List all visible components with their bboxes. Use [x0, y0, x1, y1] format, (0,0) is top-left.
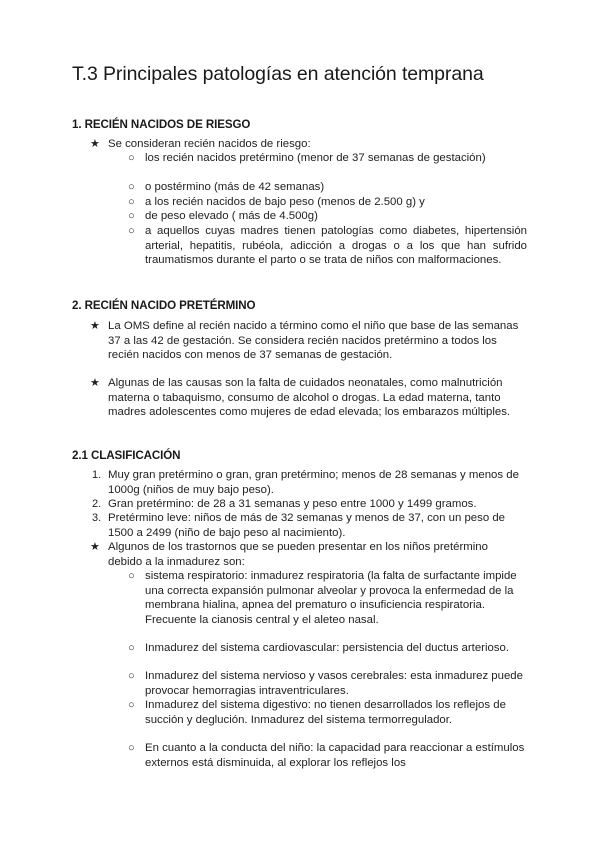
circle-bullet: ○	[128, 742, 135, 754]
star-bullet: ★	[90, 320, 100, 332]
section-heading-2-1: 2.1 CLASIFICACIÓN	[72, 449, 181, 462]
circle-bullet: ○	[128, 181, 135, 193]
list-number-2: 2.	[92, 498, 102, 510]
numbered-item: Muy gran pretérmino o gran, gran pretérmino; menos de 28 semanas y menos de 1000g (niños de muy bajo peso).	[108, 469, 519, 496]
s1-item: los recién nacidos pretérmino (menor de 37 semanas de gestación)	[145, 152, 486, 164]
sub-item: sistema respiratorio: inmadurez respiratoria (la falta de surfactante impide una correcta expansión pulmonar alveolar y provoca la enfermedad de la membrana hialina, apnea del prematuro o insuficiencia respiratoria. Frecuente la cianosis central y el aleteo nasal.	[145, 570, 517, 626]
list-number-1: 1.	[92, 469, 102, 481]
s2-paragraph-2: Algunas de las causas son la falta de cuidados neonatales, como malnutrición materna o tabaquismo, consumo de alcohol o drogas. La edad materna, tanto madres adolescentes como mujeres de edad elevada; los embarazos múltiples.	[108, 377, 511, 418]
sub-item: Inmadurez del sistema digestivo: no tienen desarrollados los reflejos de succión y deglución. Inmadurez del sistema termorregulador.	[145, 699, 506, 726]
circle-bullet: ○	[128, 196, 135, 208]
sub-item: En cuanto a la conducta del niño: la capacidad para reaccionar a estímulos externos está disminuida, al explorar los reflejos los	[145, 742, 525, 769]
s1-item: a los recién nacidos de bajo peso (menos de 2.500 g) y	[145, 196, 425, 208]
circle-bullet: ○	[128, 642, 135, 654]
star-bullet: ★	[90, 377, 100, 389]
s21-star-item: Algunos de los trastornos que se pueden presentar en los niños pretérmino debido a la inmadurez son:	[108, 541, 488, 568]
circle-bullet: ○	[128, 210, 135, 222]
numbered-item: Pretérmino leve: niños de más de 32 semanas y menos de 37, con un peso de 1500 a 2499 (niño de bajo peso al nacimiento).	[108, 512, 506, 539]
list-number-3: 3.	[92, 512, 102, 524]
circle-bullet: ○	[128, 225, 135, 237]
circle-bullet: ○	[128, 570, 135, 582]
circle-bullet: ○	[128, 699, 135, 711]
section-heading-1: 1. RECIÉN NACIDOS DE RIESGO	[72, 118, 251, 131]
s1-item: o postérmino (más de 42 semanas)	[145, 181, 325, 193]
circle-bullet: ○	[128, 152, 135, 164]
circle-bullet: ○	[128, 670, 135, 682]
sub-item: Inmadurez del sistema nervioso y vasos cerebrales: esta inmadurez puede provocar hemorragias intraventriculares.	[145, 670, 523, 697]
s2-paragraph-1: La OMS define al recién nacido a término como el niño que base de las semanas 37 a las 42 de gestación. Se considera recién nacidos pretérmino a todos los recién nacidos con menos de 37 semanas de gestación.	[108, 320, 519, 361]
numbered-item: Gran pretérmino: de 28 a 31 semanas y peso entre 1000 y 1499 gramos.	[108, 498, 477, 510]
page-title: T.3 Principales patologías en atención temprana	[72, 63, 484, 85]
sub-item: Inmadurez del sistema cardiovascular: persistencia del ductus arterioso.	[145, 642, 510, 654]
s1-item: de peso elevado ( más de 4.500g)	[145, 210, 318, 222]
s1-intro: Se consideran recién nacidos de riesgo:	[108, 138, 311, 150]
star-bullet: ★	[90, 541, 100, 553]
s1-item: a aquellos cuyas madres tienen patologías como diabetes, hipertensión arterial, hepatitis, rubéola, adicción a drogas o a los que han sufrido traumatismos durante el parto o se trata de niños con malformaciones.	[145, 225, 527, 266]
section-heading-2: 2. RECIÉN NACIDO PRETÉRMINO	[72, 299, 256, 312]
star-bullet: ★	[90, 138, 100, 150]
